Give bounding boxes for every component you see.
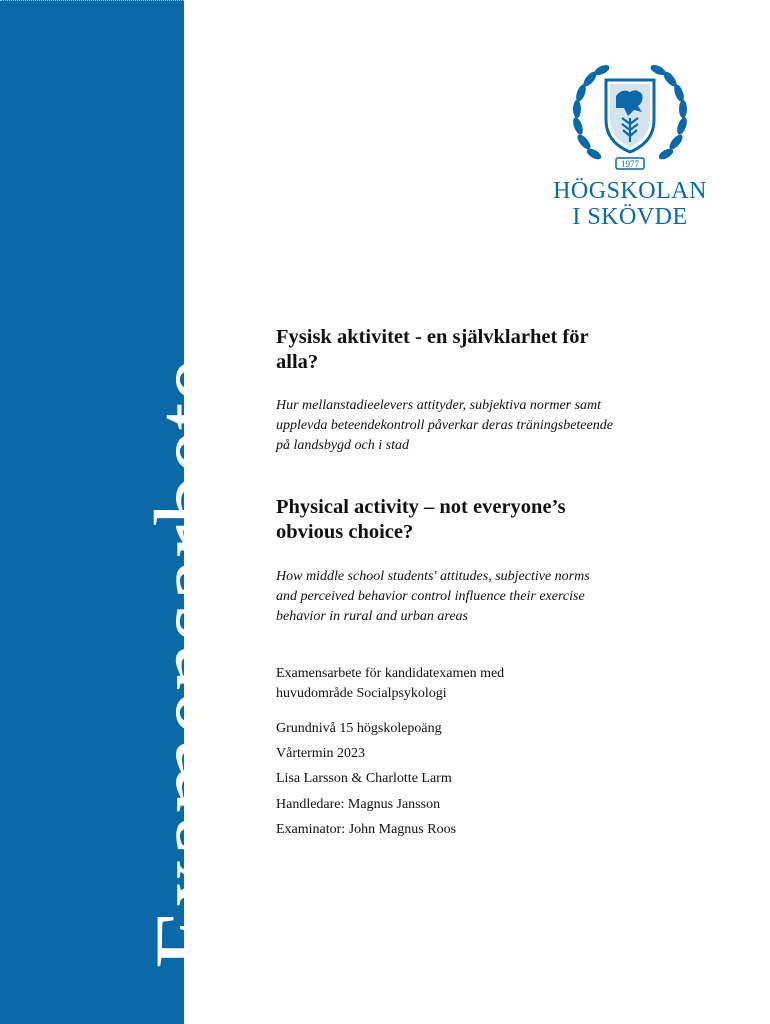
english-subtitle-line1: How middle school students' attitudes, subjective norms bbox=[276, 569, 590, 584]
english-title-line1: Physical activity – not everyone’s bbox=[276, 496, 566, 518]
sidebar-title: Examensarbete bbox=[134, 358, 245, 969]
term-text: Vårtermin 2023 bbox=[276, 746, 366, 761]
english-title-block bbox=[276, 495, 656, 545]
english-title-line2: obvious choice? bbox=[276, 521, 414, 543]
level-text: Grundnivå 15 högskolepoäng bbox=[276, 721, 442, 736]
swedish-subtitle-line1: Hur mellanstadieelevers attityder, subjektiva normer samt bbox=[276, 398, 602, 413]
english-subtitle-line3: behavior in rural and urban areas bbox=[276, 609, 468, 624]
logo-year: 1977 bbox=[621, 159, 639, 169]
swedish-title-line1: Fysisk aktivitet - en självklarhet för bbox=[276, 326, 589, 348]
swedish-title-block bbox=[276, 325, 656, 375]
authors-line bbox=[276, 769, 656, 789]
logo-name-line1: HÖGSKOLAN bbox=[553, 178, 707, 204]
university-logo bbox=[535, 62, 725, 237]
term-line bbox=[276, 744, 656, 764]
degree-block bbox=[276, 664, 656, 704]
authors-text: Lisa Larsson & Charlotte Larm bbox=[276, 771, 452, 786]
examiner-line bbox=[276, 820, 656, 840]
english-subtitle-line2: and perceived behavior control influence their exercise bbox=[276, 589, 585, 604]
swedish-title-line2: alla? bbox=[276, 351, 319, 373]
degree-line2: huvudområde Socialpsykologi bbox=[276, 686, 447, 701]
cover-sidebar bbox=[0, 0, 245, 1024]
laurel-crest-icon bbox=[570, 62, 690, 174]
logo-name-line2: I SKÖVDE bbox=[572, 204, 688, 230]
level-line bbox=[276, 719, 656, 739]
swedish-subtitle-block bbox=[276, 396, 656, 456]
examiner-text: Examinator: John Magnus Roos bbox=[276, 822, 457, 837]
supervisor-line bbox=[276, 795, 656, 815]
degree-line1: Examensarbete för kandidatexamen med bbox=[276, 666, 505, 681]
swedish-subtitle-line2: upplevda beteendekontroll påverkar deras träningsbeteende bbox=[276, 418, 613, 433]
swedish-subtitle-line3: på landsbygd och i stad bbox=[276, 438, 409, 453]
english-subtitle-block bbox=[276, 567, 656, 627]
supervisor-text: Handledare: Magnus Jansson bbox=[276, 797, 441, 812]
